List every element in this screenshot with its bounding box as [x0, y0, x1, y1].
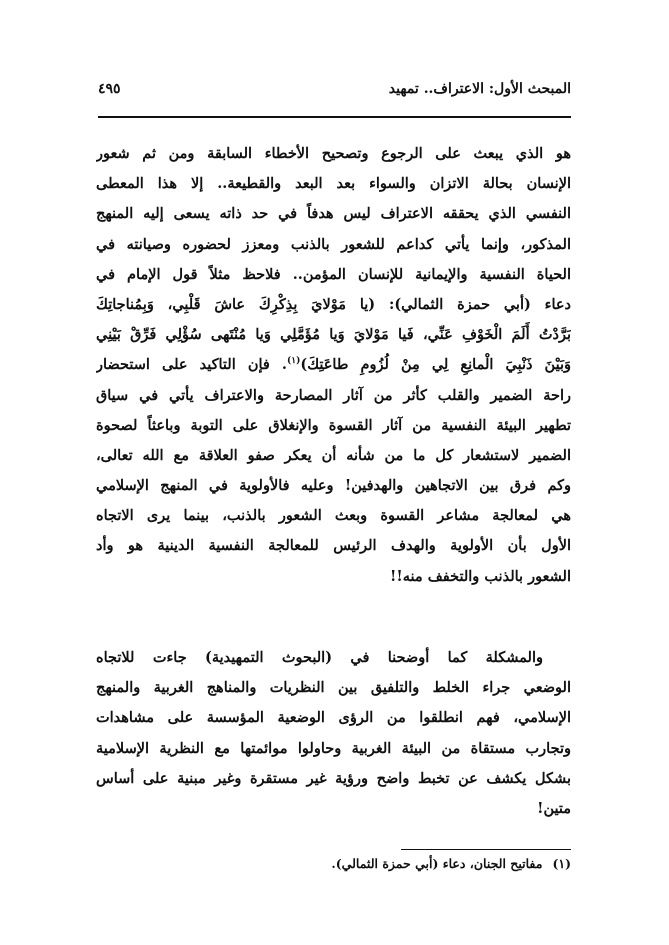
text-line: دعاء (أبي حمزة الثمالي): (يا مَوْلايَ بِذِكْرِكَ عاشَ قَلْبِي، وَبِمُناجاتِكَ	[96, 295, 571, 313]
text-line: الضمير لاستشعار كل ما من شأنه أن يعكر صفو العلاقة مع الله تعالى،	[96, 446, 571, 464]
quote-continuation: . فإن التاكيد على استحضار	[96, 356, 287, 374]
footnote-number: (١)	[552, 856, 571, 871]
text-line: وتجارب مستقاة من البيئة الغربية وحاولوا موائمتها مع النظرية الإسلامية	[96, 739, 571, 757]
footnote-text: مفاتيح الجنان، دعاء (أبي حمزة الثمالي).	[331, 856, 543, 871]
text-line-with-footnote	[96, 350, 571, 380]
running-header	[98, 76, 571, 102]
text-line: النفسي الذي يحققه الاعتراف ليس هدفاً في حد ذاته يسعى إليه المنهج	[96, 205, 571, 223]
body-paragraph-1	[96, 139, 571, 592]
text-line: تطهير البيئة النفسية من آثار القسوة والإنغلاق على التوبة وباعثاً لصحوة	[96, 416, 571, 434]
footnote-rule	[401, 849, 571, 850]
quote-end: وَبَيْنَ ذَنْبِيَ الْمانِعِ لِي مِنْ لُزُومِ طاعَتِكَ)	[300, 356, 571, 374]
text-line: والمشكلة كما أوضحنا في (البحوث التمهيدية) جاءت للاتجاه	[96, 649, 543, 666]
body-paragraph-2	[96, 643, 571, 824]
text-line: الأول بأن الأولوية والهدف الرئيس للمعالجة النفسية الدينية هو وأد	[96, 537, 571, 555]
text-line: هو الذي يبعث على الرجوع وتصحيح الأخطاء السابقة ومن ثم شعور	[96, 145, 571, 162]
text-line: بَرَّدْتُ أَلَمَ الْخَوْفِ عَنِّي، فَيا مَوْلايَ وَيا مُؤَمَّلِي وَيا مُنْتَهى سُؤْلِي فَرِّقْ بَيْنِي	[96, 326, 571, 344]
header-title: المبحث الأول: الاعتراف.. تمهيد	[388, 81, 571, 97]
text-line: الإسلامي، فهم انطلقوا من الرؤى الوضعية المؤسسة على مشاهدات	[96, 709, 571, 727]
text-line: الشعور بالذنب والتخفف منه!!	[390, 567, 571, 585]
text-line: هي لمعالجة مشاعر القسوة وبعث الشعور بالذنب، بينما يرى الاتجاه	[96, 507, 571, 525]
text-line: بشكل يكشف عن تخبط واضح ورؤية غير مستقرة وغير مبنية على أساس	[96, 769, 571, 787]
text-line: الحياة النفسية والإيمانية للإنسان المؤمن.. فلاحظ مثلاً قول الإمام في	[96, 265, 571, 283]
footnote-marker[interactable]: (١)	[286, 356, 301, 367]
text-line: وكم فرق بين الاتجاهين والهدفين! وعليه فالأولوية في المنهج الإسلامي	[96, 477, 571, 495]
header-rule	[98, 116, 571, 118]
text-line: الوضعي جراء الخلط والتلفيق بين النظريات والمناهج الغربية والمنهج	[96, 679, 571, 697]
page-number: ٤٩٥	[98, 81, 121, 97]
footnote	[98, 856, 571, 871]
text-line: المذكور، وإنما يأتي كداعم للشعور بالذنب ومعزز لحضوره وصيانته في	[96, 235, 571, 253]
text-line: الإنسان بحالة الاتزان والسواء بعد البعد والقطيعة.. إلا هذا المعطى	[96, 175, 571, 193]
text-line: متين!	[537, 799, 571, 817]
text-line: راحة الضمير والقلب كأثر من آثار المصارحة والاعتراف يأتي في سياق	[96, 386, 571, 404]
